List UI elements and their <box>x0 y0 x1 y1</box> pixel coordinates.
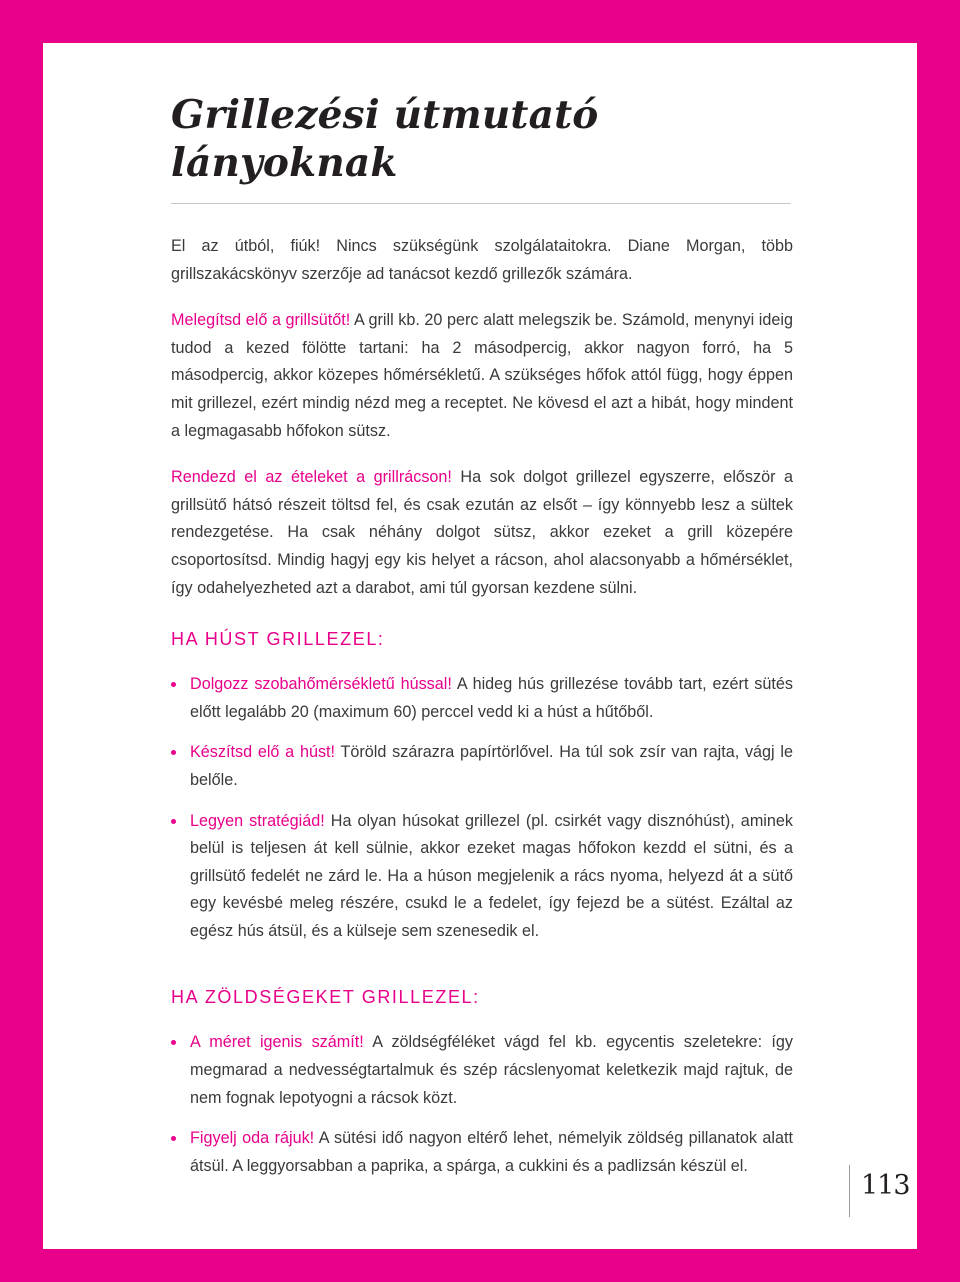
tip-preheat-lead: Melegítsd elő a grillsütőt! <box>171 311 351 330</box>
list-item <box>171 808 793 946</box>
list-item-text: Töröld szárazra papírtörlővel. Ha túl sok zsír van rajta, vágj le belőle. <box>190 743 793 789</box>
list-item-lead: Dolgozz szobahőmérsékletű hússal! <box>190 675 452 694</box>
list-item <box>171 1029 793 1112</box>
page-number: 113 <box>861 1170 910 1201</box>
list-item <box>171 671 793 726</box>
list-item-lead: Készítsd elő a húst! <box>190 743 336 762</box>
page-title: Grillezési útmutató lányoknak <box>171 92 599 186</box>
list-item-lead: Legyen stratégiád! <box>190 811 325 830</box>
page-number-divider <box>849 1165 850 1217</box>
list-item-text: Ha olyan húsokat grillezel (pl. csirkét vagy disznóhúst), aminek belül is teljesen át kell sülnie, akkor ezeket magas hőfokon kezdd el sütni, és a grillsütő fedelét ne zárd le. Ha a húson megjelenik a rács nyoma, helyezd át a sütő egy kevésbé meleg részére, csukd le a fedelet, így fejezd be a sütést. Ezáltal az egész hús átsül, és a külseje sem szenesedik el. <box>190 811 793 940</box>
tip-arrange-lead: Rendezd el az ételeket a grillrácson! <box>171 468 452 487</box>
tip-arrange-text: Ha sok dolgot grillezel egyszerre, először a grillsütő hátsó részeit töltsd fel, és csak ezután az elsőt – így könnyebb lesz a sültek rendezgetése. Ha csak néhány dolgot sütsz, akkor ezeket a grill közepére csoportosítsd. Mindig hagyj egy kis helyet a rácson, ahol alacsonyabb a hőmérséklet, így odahelyezheted azt a darabot, ami túl gyorsan kezdene sülni. <box>171 468 793 597</box>
page <box>43 43 917 1249</box>
meat-heading: HA HÚST GRILLEZEL: <box>171 629 385 650</box>
list-item <box>171 1125 793 1180</box>
list-item-lead: A méret igenis számít! <box>190 1033 364 1052</box>
bullet-icon <box>171 1136 176 1141</box>
list-item-lead: Figyelj oda rájuk! <box>190 1129 315 1148</box>
bullet-icon <box>171 750 176 755</box>
bullet-icon <box>171 682 176 687</box>
meat-list <box>171 671 793 945</box>
bullet-icon <box>171 819 176 824</box>
list-item <box>171 739 793 794</box>
vegetable-heading: HA ZÖLDSÉGEKET GRILLEZEL: <box>171 987 480 1008</box>
tip-preheat-paragraph <box>171 307 793 445</box>
bullet-icon <box>171 1040 176 1045</box>
tip-arrange-paragraph <box>171 464 793 602</box>
list-item-text: A hideg hús grillezése tovább tart, ezért sütés előtt legalább 20 (maximum 60) perccel vedd ki a húst a hűtőből. <box>190 675 793 721</box>
intro-paragraph: El az útból, fiúk! Nincs szükségünk szolgálataitokra. Diane Morgan, több grillszakácskönyv szerzője ad tanácsot kezdő grillezők számára. <box>171 237 793 283</box>
list-item-text: A sütési idő nagyon eltérő lehet, némelyik zöldség pillanatok alatt átsül. A leggyorsabban a paprika, a spárga, a cukkini és a padlizsán készül el. <box>190 1129 793 1175</box>
vegetable-list <box>171 1029 793 1180</box>
tip-preheat-text: A grill kb. 20 perc alatt melegszik be. Számold, menynyi ideig tudod a kezed fölötte tartani: ha 2 másodpercig, akkor nagyon forró, ha 5 másodpercig, akkor közepes hőmérsékletű. A szükséges hőfok attól függ, hogy éppen mit grillezel, ezért mindig nézd meg a receptet. Ne kövesd el azt a hibát, hogy mindent a legmagasabb hőfokon sütsz. <box>171 311 793 440</box>
article <box>171 91 793 1180</box>
title-divider <box>171 203 791 204</box>
list-item-text: A zöldségféléket vágd fel kb. egycentis szeletekre: így megmarad a nedvességtartalmuk és szép rácslenyomat keletkezik majd rajtuk, de nem fognak lepotyogni a rácsok közt. <box>190 1033 794 1107</box>
